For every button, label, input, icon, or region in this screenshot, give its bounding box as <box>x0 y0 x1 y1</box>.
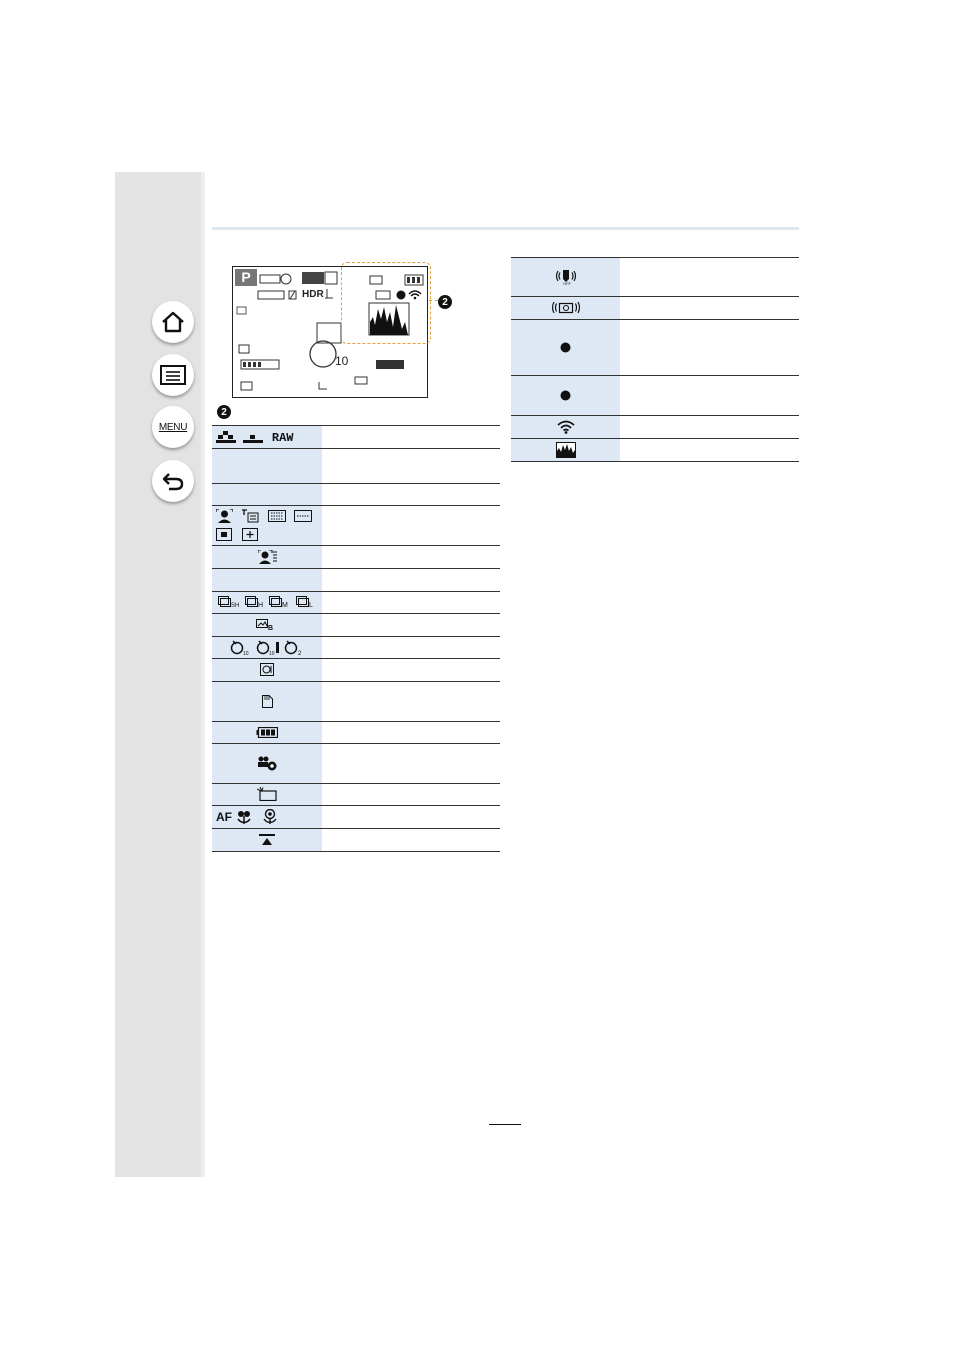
battery-icon <box>256 727 278 738</box>
icon-cell <box>212 506 322 546</box>
icon-cell <box>212 722 322 744</box>
icon-cell <box>212 426 322 449</box>
icon-cell <box>212 592 322 614</box>
icon-cell <box>212 659 322 682</box>
description-cell <box>620 258 799 297</box>
description-cell <box>620 416 799 439</box>
description-cell <box>322 806 500 829</box>
histogram-icon <box>556 442 576 458</box>
description-cell <box>322 682 500 722</box>
svg-text:10: 10 <box>269 650 275 655</box>
4k-photo-icon <box>256 619 278 631</box>
recording-dot-icon <box>560 342 571 353</box>
description-cell <box>322 449 500 484</box>
power-zoom-icon <box>259 834 275 845</box>
table-row <box>212 682 500 722</box>
svg-text:SH: SH <box>231 603 240 609</box>
table-row <box>212 426 500 449</box>
wifi-icon <box>557 420 575 434</box>
card-icon <box>262 695 273 708</box>
snap-movie-icon <box>257 756 277 771</box>
table-row <box>212 829 500 852</box>
af-macro-icon <box>236 810 252 824</box>
home-button[interactable] <box>152 301 194 343</box>
icon-cell <box>212 784 322 806</box>
hdr-indicator: HDR <box>302 289 324 300</box>
svg-text:B: B <box>268 624 274 631</box>
table-row <box>212 546 500 569</box>
burst-m-icon <box>269 596 291 608</box>
icon-cell <box>212 806 322 829</box>
icon-cell <box>511 376 620 416</box>
table-row <box>212 637 500 659</box>
list-icon <box>159 364 187 386</box>
icon-cell <box>511 258 620 297</box>
icon-cell <box>212 614 322 637</box>
table-row <box>511 376 799 416</box>
description-cell <box>322 569 500 592</box>
table-row <box>511 320 799 376</box>
time-lapse-icon <box>260 663 274 676</box>
quality-standard-icon <box>243 431 263 443</box>
description-cell <box>322 506 500 546</box>
icon-cell <box>212 546 322 569</box>
callout-badge: 2 <box>438 295 452 309</box>
page-number-rule <box>489 1124 521 1125</box>
menu-label: MENU <box>158 421 188 433</box>
svg-text:2: 2 <box>298 650 302 655</box>
sidebar-divider <box>201 172 205 1177</box>
table-row <box>212 659 500 682</box>
section-badge: 2 <box>217 405 231 419</box>
af-1-area-icon <box>216 528 232 541</box>
mf-macro-icon <box>261 809 279 824</box>
description-cell <box>322 744 500 784</box>
self-timer-2-icon <box>284 640 304 655</box>
description-cell <box>322 829 500 852</box>
description-cell <box>620 320 799 376</box>
icon-cell <box>511 416 620 439</box>
svg-text:OFF: OFF <box>562 280 571 285</box>
table-row <box>212 722 500 744</box>
description-cell <box>322 722 500 744</box>
svg-text:M: M <box>282 602 289 609</box>
description-cell <box>322 426 500 449</box>
table-row <box>212 484 500 506</box>
back-arrow-icon <box>160 469 186 493</box>
table-row <box>212 506 500 546</box>
af-pinpoint-icon <box>242 528 258 541</box>
table-row <box>212 449 500 484</box>
af-tracking-icon <box>241 509 259 523</box>
description-cell <box>322 484 500 506</box>
table-row <box>511 297 799 320</box>
table-row <box>511 416 799 439</box>
left-icon-table <box>212 425 500 852</box>
description-cell <box>322 637 500 659</box>
table-row <box>212 784 500 806</box>
icon-cell <box>212 569 322 592</box>
icon-cell <box>511 297 620 320</box>
table-row <box>511 439 799 462</box>
af-49-area-icon <box>268 510 286 522</box>
icon-cell <box>511 320 620 376</box>
description-cell <box>322 659 500 682</box>
icon-cell <box>511 439 620 462</box>
description-cell <box>322 592 500 614</box>
icon-cell <box>212 637 322 659</box>
self-timer-10-3-icon <box>256 640 280 655</box>
burst-sh-icon <box>218 596 240 608</box>
table-row <box>511 258 799 297</box>
icon-cell <box>212 829 322 852</box>
af-face-detection-icon <box>216 509 233 523</box>
menu-button[interactable] <box>152 406 194 448</box>
table-row <box>212 744 500 784</box>
mode-letter: P <box>241 269 251 285</box>
description-cell <box>620 376 799 416</box>
burst-l-icon <box>296 596 316 608</box>
af-label: AF <box>216 810 232 824</box>
table-row <box>212 614 500 637</box>
table-row <box>212 806 500 829</box>
callout-leader-line <box>429 300 438 301</box>
description-cell <box>322 784 500 806</box>
contents-button[interactable] <box>152 354 194 396</box>
description-cell <box>620 297 799 320</box>
description-cell <box>322 546 500 569</box>
svg-text:H: H <box>257 602 263 609</box>
stabilizer-icon <box>551 301 581 314</box>
icon-cell <box>212 484 322 506</box>
burst-h-icon <box>245 596 265 608</box>
header-rule <box>212 227 799 230</box>
recording-dot-icon <box>560 390 571 401</box>
raw-label: RAW <box>271 431 294 445</box>
icon-cell <box>212 682 322 722</box>
description-cell <box>620 439 799 462</box>
table-row <box>212 592 500 614</box>
home-icon <box>160 310 186 334</box>
back-button[interactable] <box>152 460 194 502</box>
svg-text:L: L <box>308 602 313 609</box>
description-cell <box>322 614 500 637</box>
svg-text:10: 10 <box>242 650 249 655</box>
af-custom-multi-icon <box>294 510 312 522</box>
table-row <box>212 569 500 592</box>
af-face-eye-icon <box>258 550 277 564</box>
right-icon-table <box>511 257 799 462</box>
stabilizer-off-icon <box>555 269 577 285</box>
timer-counter: 10 <box>335 354 349 368</box>
icon-cell <box>212 744 322 784</box>
quality-fine-icon <box>216 431 236 443</box>
icon-cell <box>212 449 322 484</box>
folder-icon <box>257 787 277 801</box>
highlight-callout <box>341 262 431 344</box>
self-timer-10-icon <box>230 640 252 655</box>
